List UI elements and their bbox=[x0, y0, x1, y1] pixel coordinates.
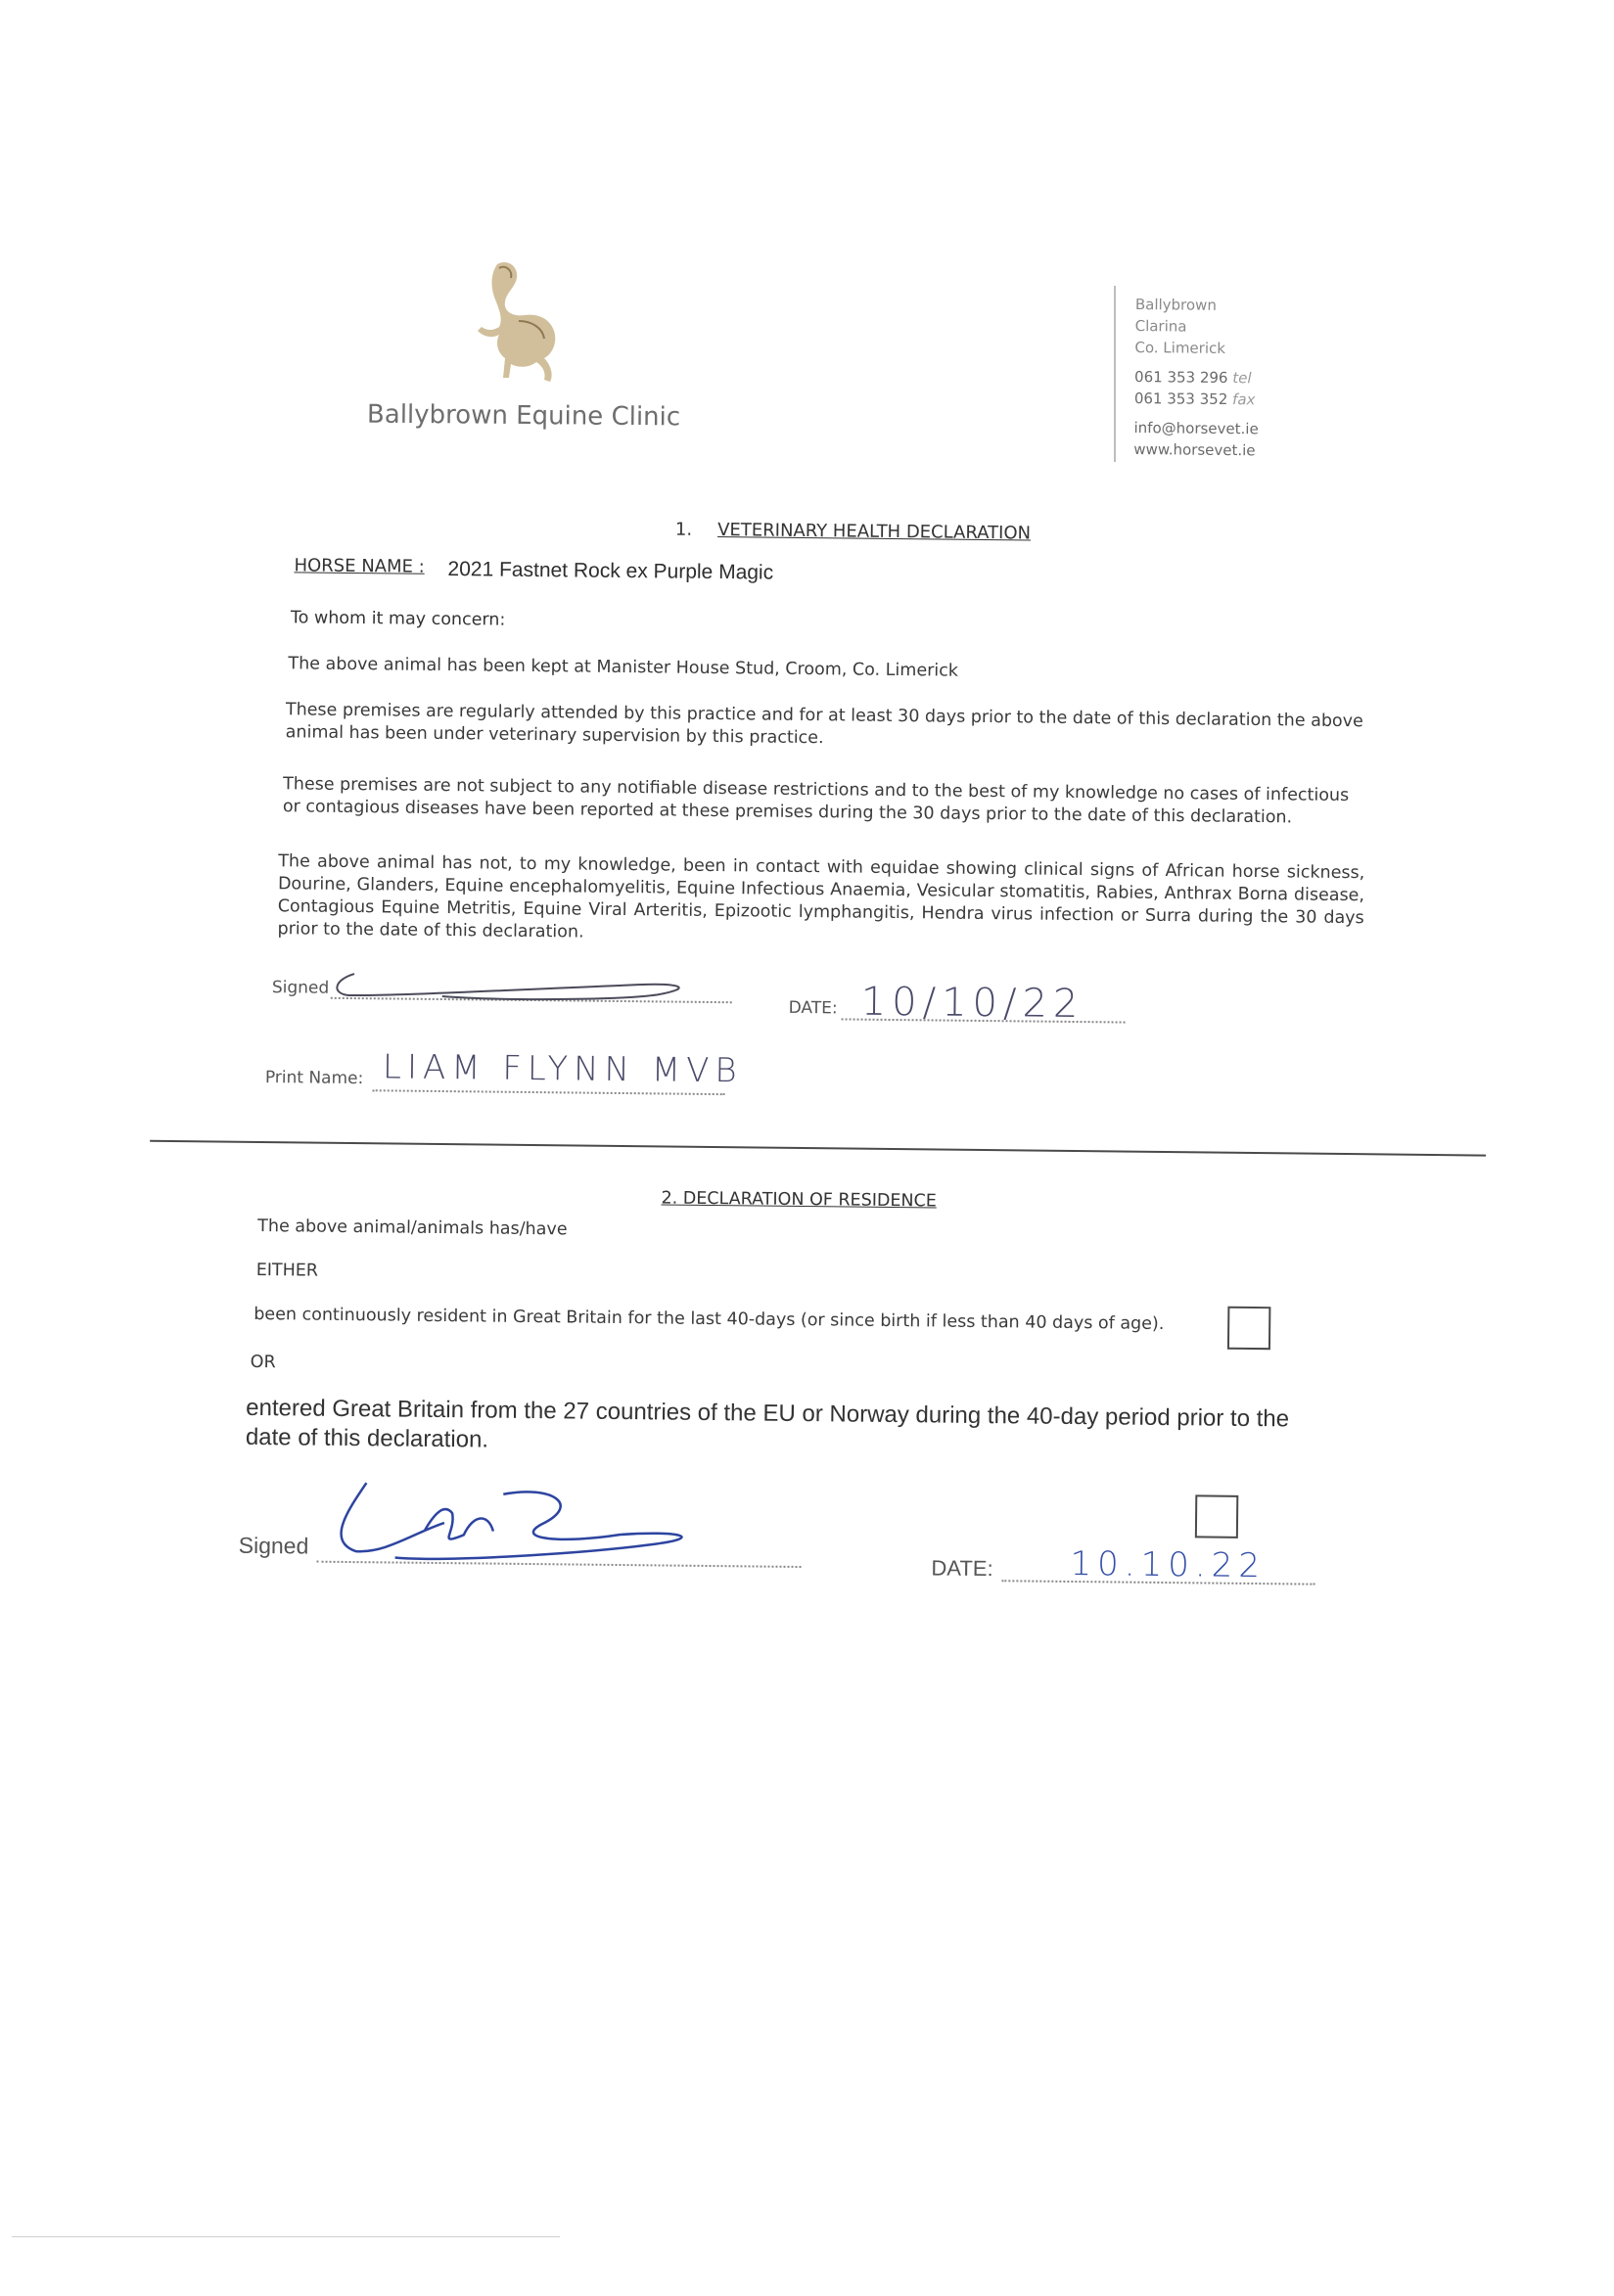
email: info@horsevet.ie bbox=[1133, 418, 1259, 438]
section1-title: 1. VETERINARY HEALTH DECLARATION bbox=[674, 519, 1032, 544]
signed-label-2: Signed bbox=[238, 1532, 309, 1559]
print-name-value: LIAM FLYNN MVB bbox=[382, 1047, 743, 1091]
signature-2-icon bbox=[326, 1473, 738, 1585]
print-name-label: Print Name: bbox=[264, 1068, 364, 1089]
address-line-2: Clarina bbox=[1134, 316, 1187, 336]
date-value-2: 10.10.22 bbox=[1070, 1543, 1267, 1586]
option-2-checkbox[interactable] bbox=[1195, 1494, 1238, 1538]
footer-rule bbox=[12, 2236, 560, 2237]
salutation: To whom it may concern: bbox=[290, 608, 506, 630]
address-line-3: Co. Limerick bbox=[1134, 338, 1226, 357]
paragraph-3: These premises are not subject to any notifiable disease restrictions and to the best of my knowledge no cases of infectious or contagious diseases have been reported at these premises during the 30 days prior to the date of this declaration. bbox=[282, 774, 1350, 828]
print-name-line bbox=[373, 1089, 725, 1095]
date-value-1: 10/10/22 bbox=[860, 979, 1084, 1028]
horse-name-label: HORSE NAME : bbox=[294, 555, 425, 577]
horse-name-value: 2021 Fastnet Rock ex Purple Magic bbox=[447, 558, 774, 584]
signed-label-1: Signed bbox=[271, 978, 330, 998]
section2-title: 2. DECLARATION OF RESIDENCE bbox=[661, 1188, 937, 1212]
option-2-text: entered Great Britain from the 27 countries of the EU or Norway during the 40-day period prior to the date of this declaration. bbox=[245, 1394, 1290, 1453]
section-divider bbox=[150, 1140, 1486, 1157]
date-label-1: DATE: bbox=[788, 997, 838, 1019]
phone-fax: 061 353 352 fax bbox=[1133, 389, 1256, 409]
clinic-name: Ballybrown Equine Clinic bbox=[366, 399, 681, 433]
paragraph-1: The above animal has been kept at Manister House Stud, Croom, Co. Limerick bbox=[288, 654, 959, 681]
signature-1-icon bbox=[325, 966, 736, 1010]
website: www.horsevet.ie bbox=[1133, 439, 1256, 460]
either-label: EITHER bbox=[255, 1260, 319, 1281]
option-1-checkbox[interactable] bbox=[1227, 1307, 1270, 1350]
section2-intro: The above animal/animals has/have bbox=[257, 1216, 568, 1240]
option-1-text: been continuously resident in Great Britain for the last 40-days (or since birth if less than 40 days of age). bbox=[254, 1304, 1165, 1335]
paragraph-2: These premises are regularly attended by this practice and for at least 30 days prior to the date of this declaration the above animal has been under veterinary supervision by this practice. bbox=[285, 700, 1363, 749]
paragraph-4: The above animal has not, to my knowledge, been in contact with equidae showing clinical signs of African horse sickness, Dourine, Glanders, Equine encephalomyelitis, Equine Infectious Anaemia, Vesicular stomatitis, Rabies, Anthrax Borna disease, Contagious Equine Metritis, Equine Viral Arteritis, Epizootic lymphangitis, Hendra virus infection or Surra during the 30 days prior to the date of this declaration. bbox=[277, 851, 1365, 942]
date-label-2: DATE: bbox=[931, 1555, 993, 1582]
or-label: OR bbox=[250, 1352, 276, 1373]
address-line-1: Ballybrown bbox=[1134, 295, 1217, 314]
phone-tel: 061 353 296 tel bbox=[1134, 367, 1252, 388]
